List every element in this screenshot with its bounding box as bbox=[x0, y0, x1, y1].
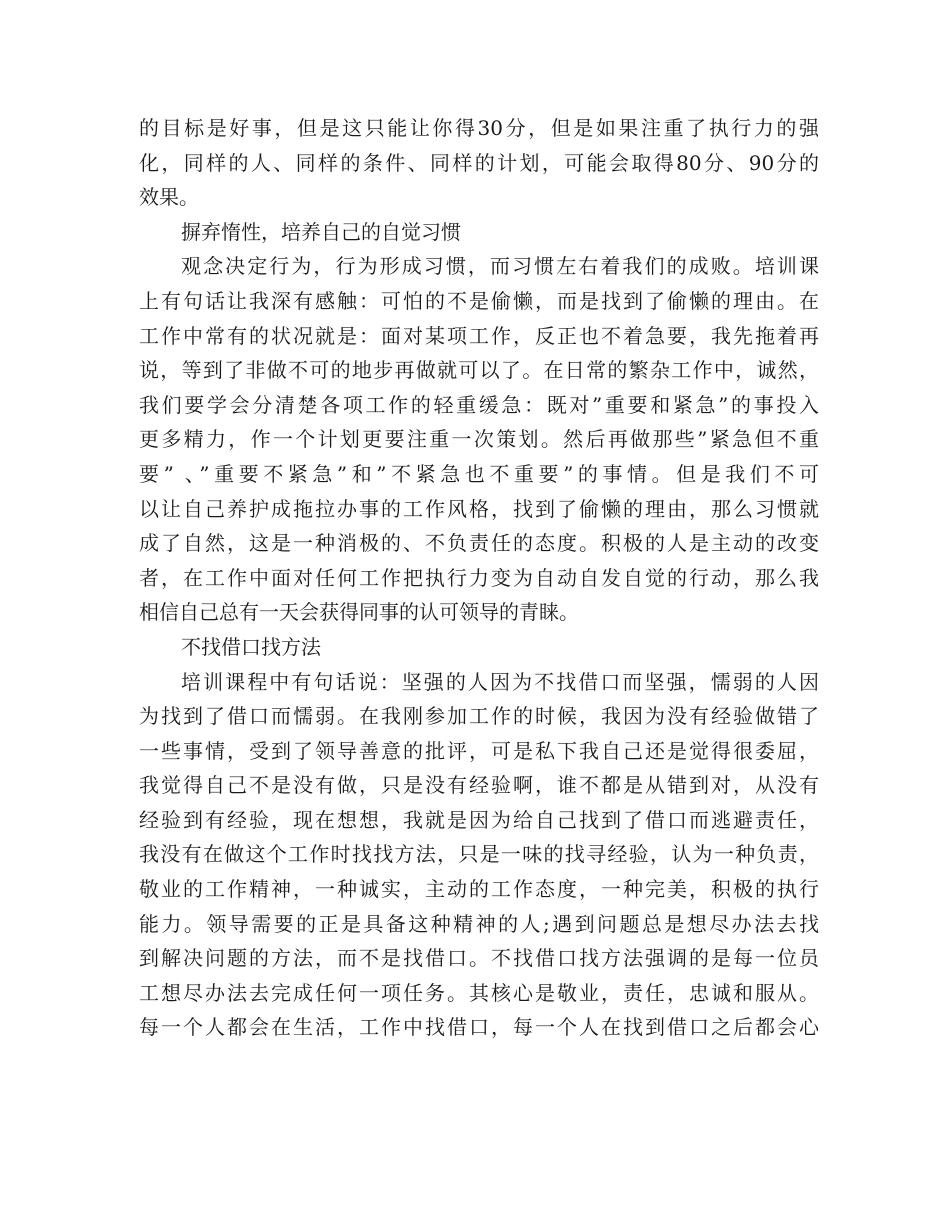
text-line: 者，在工作中面对任何工作把执行力变为自动自发自觉的行动，那么我 bbox=[139, 565, 819, 590]
paragraph-first-line: 培训课程中有句话说：坚强的人因为不找借口而坚强，懦弱的人因 bbox=[181, 669, 819, 694]
paragraph-first-line: 摒弃惰性，培养自己的自觉习惯 bbox=[181, 219, 461, 244]
paragraph-first-line: 观念决定行为，行为形成习惯，而习惯左右着我们的成败。培训课 bbox=[181, 254, 819, 279]
text-line: 上有句话让我深有感触：可怕的不是偷懒，而是找到了偷懒的理由。在 bbox=[139, 288, 819, 313]
text-line: 我们要学会分清楚各项工作的轻重缓急：既对”重要和紧急”的事投入 bbox=[139, 392, 819, 417]
text-line: 为找到了借口而懦弱。在我刚参加工作的时候，我因为没有经验做错了 bbox=[139, 704, 819, 729]
text-line: 每一个人都会在生活，工作中找借口，每一个人在找到借口之后都会心 bbox=[139, 1015, 819, 1040]
text-line: 一些事情，受到了领导善意的批评，可是私下我自己还是觉得很委屈， bbox=[139, 738, 819, 763]
text-line: 经验到有经验，现在想想，我就是因为给自己找到了借口而逃避责任， bbox=[139, 807, 819, 832]
paragraph-first-line: 不找借口找方法 bbox=[181, 634, 321, 659]
text-line: 效果。 bbox=[139, 185, 199, 210]
text-line: 的目标是好事，但是这只能让你得30分，但是如果注重了执行力的强 bbox=[139, 116, 819, 140]
text-line: 成了自然，这是一种消极的、不负责任的态度。积极的人是主动的改变 bbox=[139, 531, 819, 556]
text-line: 工作中常有的状况就是：面对某项工作，反正也不着急要，我先拖着再 bbox=[139, 323, 819, 348]
text-line: 敬业的工作精神，一种诚实，主动的工作态度，一种完美，积极的执行 bbox=[139, 877, 819, 902]
text-line: 更多精力，作一个计划更要注重一次策划。然后再做那些”紧急但不重 bbox=[139, 427, 819, 452]
text-line: 要” 、”重要不紧急”和”不紧急也不重要”的事情。但是我们不可 bbox=[139, 461, 819, 486]
text-line: 我没有在做这个工作时找找方法，只是一味的找寻经验，认为一种负责， bbox=[139, 842, 819, 867]
text-line: 到解决问题的方法，而不是找借口。不找借口找方法强调的是每一位员 bbox=[139, 946, 819, 971]
text-line: 说，等到了非做不可的地步再做就可以了。在日常的繁杂工作中，诚然， bbox=[139, 358, 819, 383]
text-line: 我觉得自己不是没有做，只是没有经验啊，谁不都是从错到对，从没有 bbox=[139, 773, 819, 798]
text-line: 工想尽办法去完成任何一项任务。其核心是敬业，责任，忠诚和服从。 bbox=[139, 980, 819, 1005]
text-line: 能力。领导需要的正是具备这种精神的人;遇到问题总是想尽办法去找 bbox=[139, 911, 819, 936]
document-body bbox=[139, 111, 819, 1045]
text-line: 相信自己总有一天会获得同事的认可领导的青睐。 bbox=[139, 600, 579, 625]
text-line: 化，同样的人、同样的条件、同样的计划，可能会取得80分、90分的 bbox=[139, 150, 819, 175]
text-line: 以让自己养护成拖拉办事的工作风格，找到了偷懒的理由，那么习惯就 bbox=[139, 496, 819, 521]
